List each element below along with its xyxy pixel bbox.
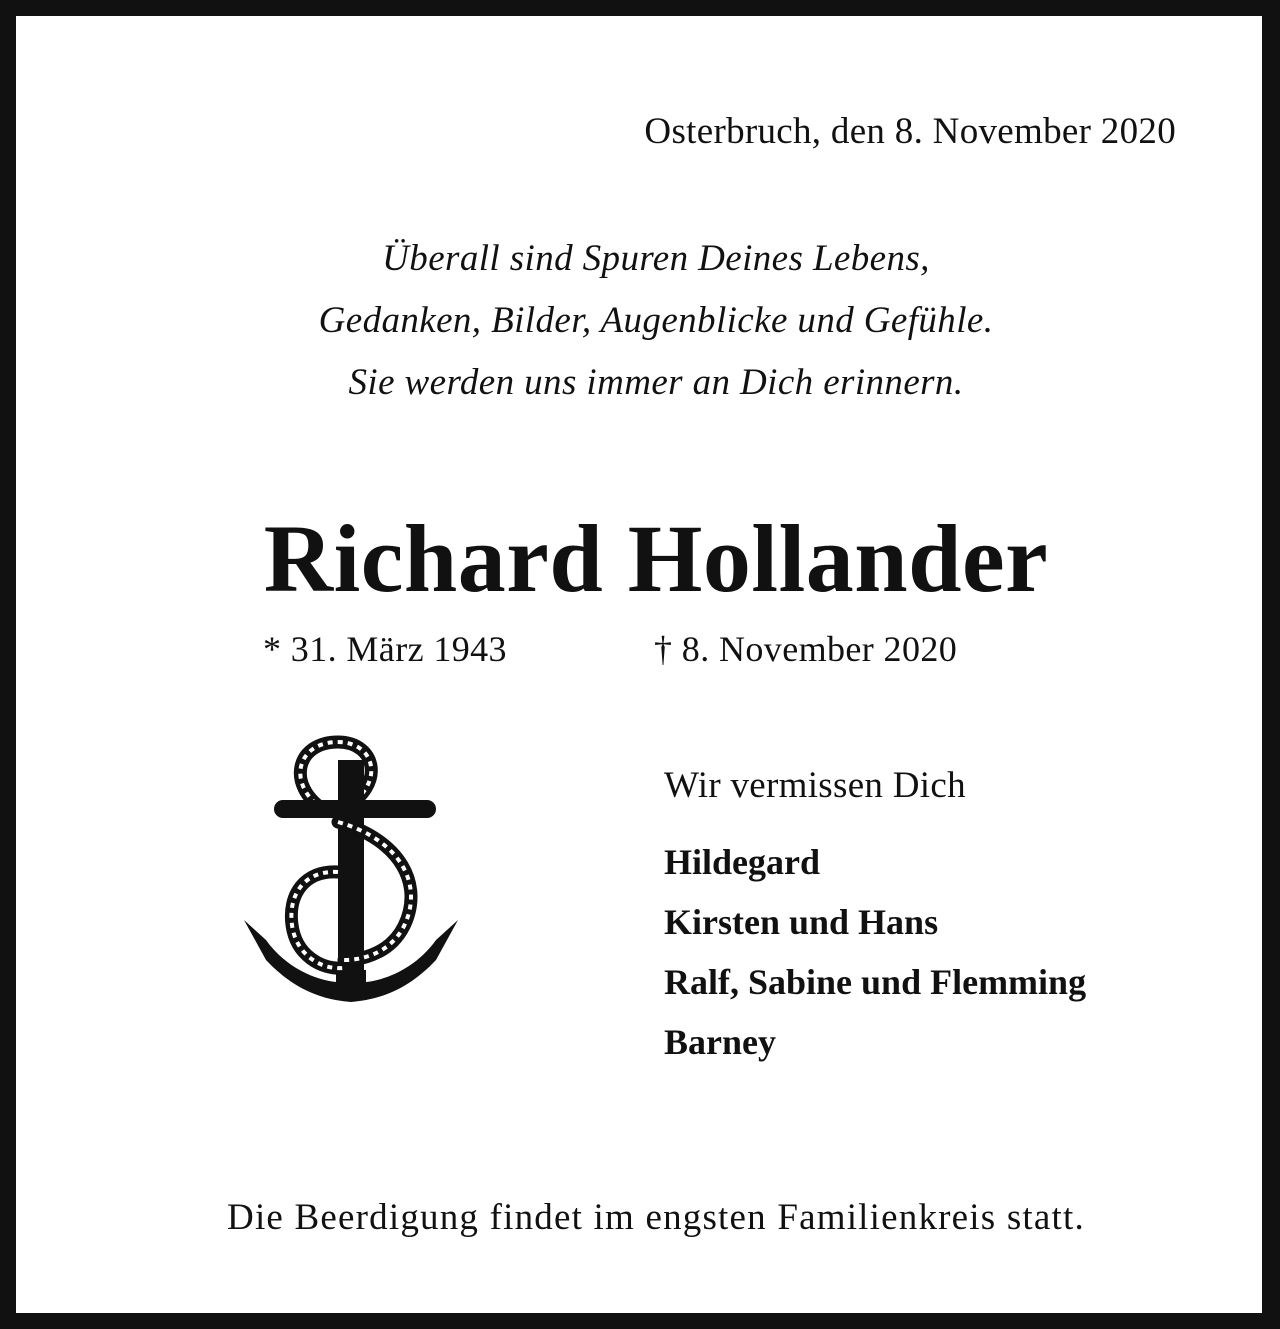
verse-line: Sie werden uns immer an Dich erinnern. — [348, 362, 964, 403]
mourner-name: Barney — [664, 1022, 776, 1062]
place-date: Osterbruch, den 8. November 2020 — [644, 111, 1176, 152]
mourner-name: Kirsten und Hans — [664, 902, 939, 942]
memorial-verse — [16, 228, 1280, 414]
miss-text: Wir vermissen Dich — [664, 765, 966, 806]
mourner-name: Hildegard — [664, 842, 821, 882]
deceased-name: Richard Hollander — [263, 505, 1049, 612]
mourners-list — [664, 832, 1086, 1072]
mourner-name: Ralf, Sabine und Flemming — [664, 962, 1087, 1002]
verse-line: Überall sind Spuren Deines Lebens, — [382, 238, 930, 279]
funeral-note: Die Beerdigung findet im engsten Familienkreis statt. — [227, 1197, 1085, 1238]
verse-line: Gedanken, Bilder, Augenblicke und Gefühle. — [318, 300, 994, 341]
death-date: † 8. November 2020 — [654, 629, 958, 669]
birth-date: * 31. März 1943 — [263, 629, 507, 669]
anchor-with-rope-icon — [226, 730, 476, 1010]
